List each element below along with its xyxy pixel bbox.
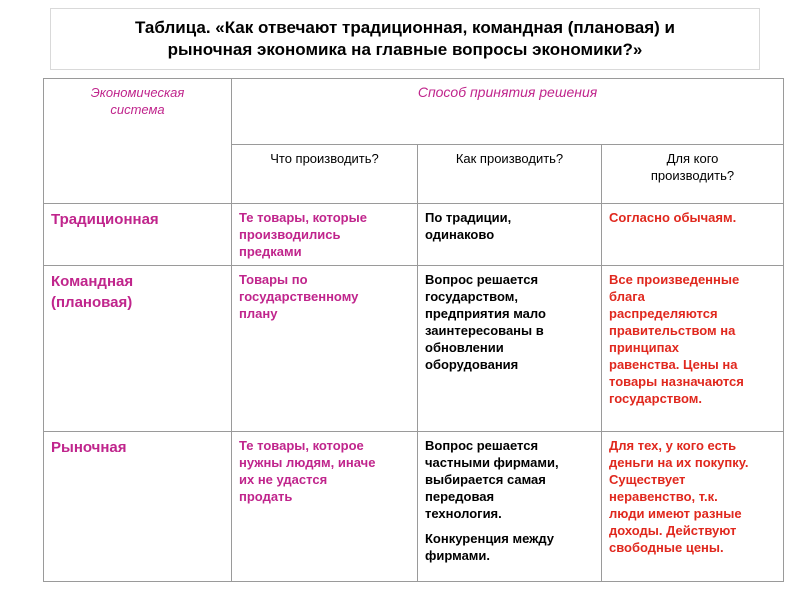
header-for-whom-cell (602, 145, 784, 204)
page-title: Таблица. «Как отвечают традиционная, командная (плановая) и рыночная экономика на главные вопросы экономики?» (134, 18, 676, 59)
title-box (50, 8, 760, 70)
economy-table (43, 78, 784, 582)
answer-how: Вопрос решается государством, предприятия мало заинтересованы в обновлении оборудования (425, 272, 546, 372)
row-market-name-cell (44, 432, 232, 582)
table-row (44, 432, 784, 582)
header-what-cell (232, 145, 418, 204)
header-how: Как производить? (455, 151, 564, 166)
answer-what: Те товары, которое нужны людям, иначе их не удастся продать (239, 438, 376, 504)
header-row-top (44, 79, 784, 145)
row-market-for-whom-cell (602, 432, 784, 582)
spacer (425, 522, 594, 530)
header-system: Экономическая система (90, 85, 185, 117)
answer-what: Товары по государственному плану (239, 272, 359, 321)
answer-for-whom: Все произведенные блага распределяются правительством на принципах равенства. Цены на товары назначаются государством. (609, 272, 744, 406)
answer-what: Те товары, которые производились предками (239, 210, 367, 259)
header-for-whom: Для кого производить? (650, 151, 735, 183)
row-command-for-whom-cell (602, 266, 784, 432)
answer-for-whom: Согласно обычаям. (609, 210, 737, 225)
system-name: Командная (плановая) (51, 273, 134, 311)
row-command-name-cell (44, 266, 232, 432)
row-traditional-name-cell (44, 204, 232, 266)
row-traditional-how-cell (418, 204, 602, 266)
row-command-how-cell (418, 266, 602, 432)
row-market-how-cell (418, 432, 602, 582)
answer-for-whom: Для тех, у кого есть деньги на их покупку. Существует неравенство, т.к. люди имеют разные доходы. Действуют свободные цены. (609, 438, 749, 555)
system-name: Традиционная (51, 211, 159, 228)
row-market-what-cell (232, 432, 418, 582)
table-row (44, 266, 784, 432)
answer-how: По традиции, одинаково (425, 210, 512, 242)
answer-how-extra: Конкуренция между фирмами. (425, 531, 555, 563)
header-method-cell (232, 79, 784, 145)
header-how-cell (418, 145, 602, 204)
table-row (44, 204, 784, 266)
row-traditional-what-cell (232, 204, 418, 266)
header-what: Что производить? (270, 151, 379, 166)
system-name: Рыночная (51, 439, 127, 456)
answer-how: Вопрос решается частными фирмами, выбирается самая передовая технология. (425, 438, 559, 521)
header-method: Способ принятия решения (417, 84, 598, 100)
row-command-what-cell (232, 266, 418, 432)
header-system-cell (44, 79, 232, 204)
row-traditional-for-whom-cell (602, 204, 784, 266)
